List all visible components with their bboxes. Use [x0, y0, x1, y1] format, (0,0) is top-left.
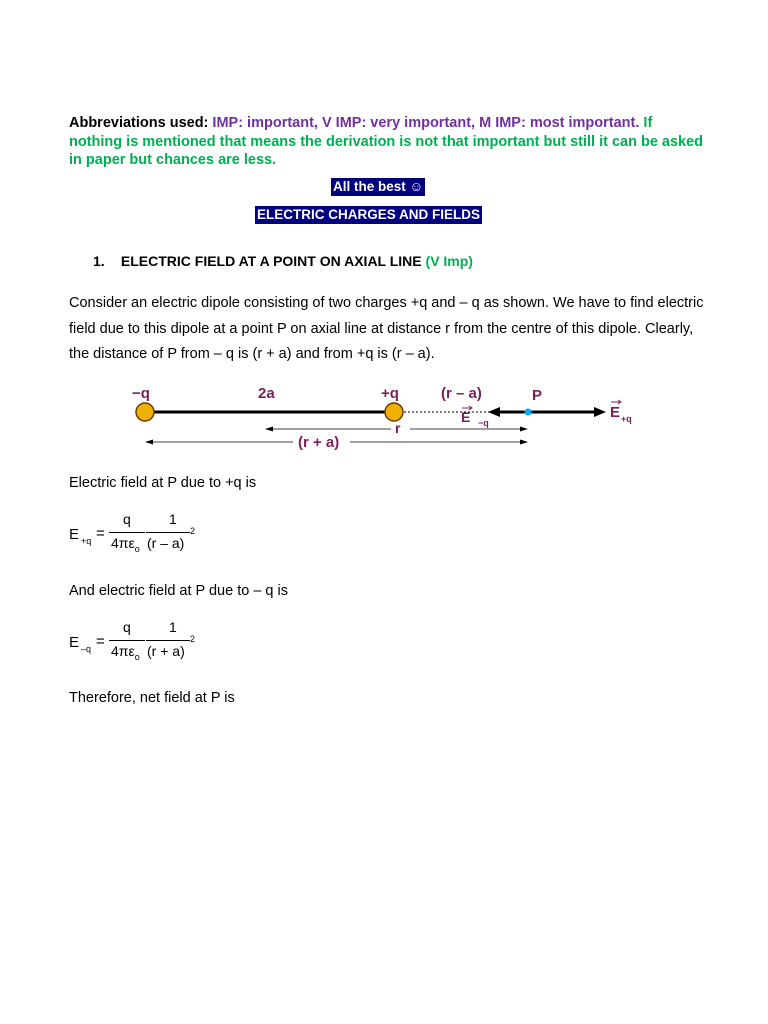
intro-paragraph: Consider an electric dipole consisting of two charges +q and – q as shown. We have to find electric field due to this dipole at a point P on axial line at distance r from the centre of this dipole. Clearly, the distance of P from – q is (r + a) and from +q is (r – a). [69, 295, 704, 362]
label-e-neg-sub: −q [478, 418, 489, 428]
eq-pos-bar1 [109, 532, 145, 533]
eq-pos-exp: 2 [190, 526, 196, 536]
eq-neg-equals: = [96, 633, 105, 650]
abbreviations-note-green: If nothing is mentioned that means the derivation is not that important but still it can be asked in paper but chances are less. [69, 115, 704, 168]
abbreviations-note [69, 114, 709, 170]
abbreviations-lead: Abbreviations used: [69, 115, 209, 131]
label-r-plus-a: (r + a) [298, 434, 340, 451]
eq-neg-num2: 1 [169, 619, 177, 635]
label-point-p: P [532, 387, 543, 404]
label-pos-charge: +q [381, 385, 399, 402]
eq-pos-num1: q [123, 511, 131, 527]
eq-neg-den2: (r + a) [147, 643, 185, 659]
eq-neg-exp: 2 [190, 634, 196, 644]
label-separation: 2a [258, 385, 275, 402]
chapter-banner: ELECTRIC CHARGES AND FIELDS [257, 207, 481, 222]
eq-neg-sub: –q [81, 644, 92, 654]
label-e-neg: E [461, 409, 471, 425]
section-title: ELECTRIC FIELD AT A POINT ON AXIAL LINE [120, 253, 422, 269]
eq-neg-num1: q [123, 619, 131, 635]
eq-pos-num2: 1 [169, 511, 177, 527]
eq-neg-E: E [69, 634, 80, 651]
greeting-banner: All the best ☺ [333, 179, 424, 194]
point-p-dot [525, 409, 532, 416]
label-neg-charge: −q [132, 385, 150, 402]
section-number: 1. [93, 253, 105, 269]
dipole-diagram [128, 380, 638, 456]
abbreviations-legend: IMP: important, V IMP: very important, M IMP: most important. [212, 115, 640, 131]
eq-pos-sub: +q [81, 536, 92, 546]
equation-field-neg [69, 619, 209, 666]
label-r: r [395, 420, 401, 436]
label-e-pos-sub: +q [621, 414, 632, 424]
label-e-pos: E [610, 404, 621, 421]
importance-tag: (V Imp) [425, 253, 473, 269]
label-r-minus-a: (r – a) [441, 385, 482, 402]
eq-pos-equals: = [96, 525, 105, 542]
pos-charge-dot [385, 403, 403, 421]
eq-neg-bar2 [146, 640, 190, 641]
eq-pos-den1: $4\pi\varepsilon_o$ [111, 535, 140, 554]
eq-pos-den2: (r – a) [147, 535, 185, 551]
eq-neg-bar1 [109, 640, 145, 641]
eq-neg-den1: $4\pi\varepsilon_o$ [111, 643, 140, 662]
text-field-neg: And electric field at P due to – q is [69, 583, 288, 599]
neg-charge-dot [136, 403, 154, 421]
text-net-field: Therefore, net field at P is [69, 690, 235, 706]
eq-pos-bar2 [146, 532, 190, 533]
equation-field-pos [69, 511, 209, 558]
text-field-pos: Electric field at P due to +q is [69, 475, 257, 491]
section-heading [93, 253, 473, 269]
eq-pos-E: E [69, 526, 80, 543]
